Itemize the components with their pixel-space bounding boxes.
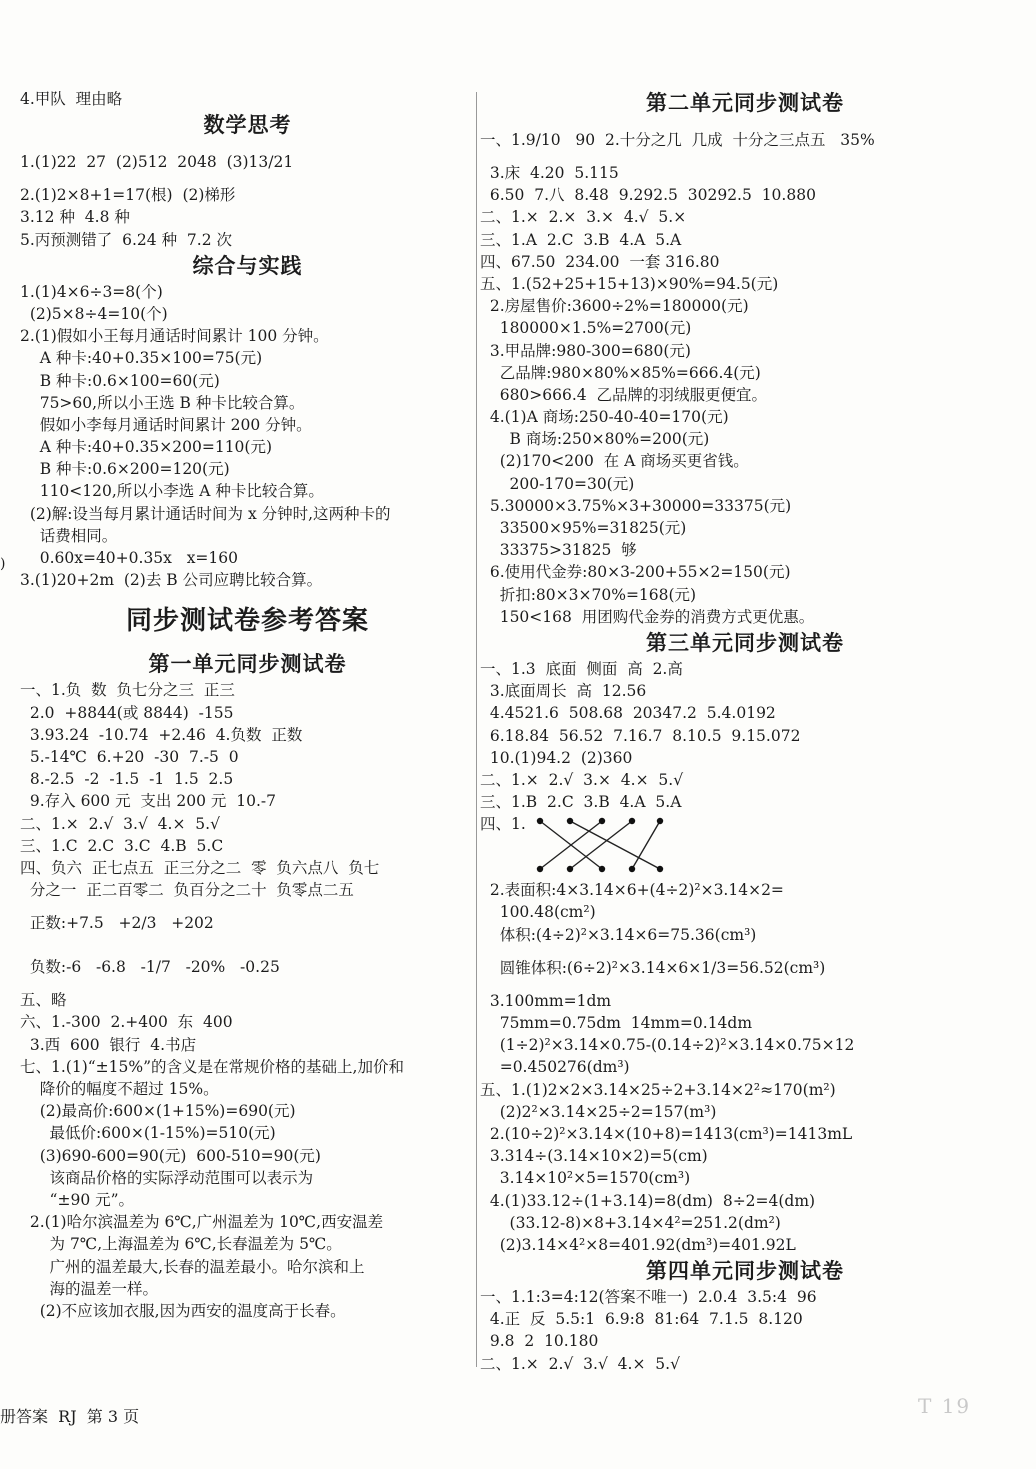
answer-line: B 种卡:0.6×100=60(元) — [20, 371, 220, 390]
matching-dot — [567, 866, 573, 872]
answer-line: (2)最高价:600×(1+15%)=690(元) — [20, 1102, 296, 1121]
answer-line: 二、1.× 2.√ 3.√ 4.× 5.√ — [20, 814, 220, 833]
answer-line: 二、1.× 2.√ 3.× 4.× 5.√ — [480, 770, 684, 789]
matching-dot — [629, 866, 635, 872]
answer-line: 3.甲品牌:980-300=680(元) — [480, 341, 691, 360]
answer-line: (2)不应该加衣服,因为西安的温度高于长春。 — [20, 1301, 346, 1320]
answer-line: 五、略 — [20, 991, 67, 1010]
right-column — [480, 88, 1010, 1375]
answer-line: 圆锥体积:(6÷2)²×3.14×6×1/3=56.52(cm³) — [480, 958, 826, 977]
answer-line: 三、1.B 2.C 3.B 4.A 5.A — [480, 793, 682, 812]
corner-stamp: T 19 — [918, 1394, 972, 1418]
answer-line: 33500×95%=31825(元) — [480, 519, 687, 537]
answer-line: A 种卡:40+0.35×100=75(元) — [20, 349, 263, 368]
answer-line: 9.8 2 10.180 — [480, 1332, 599, 1351]
section-heading: 第一单元同步测试卷 — [148, 651, 347, 677]
answer-line: (2)5×8÷4=10(个) — [20, 304, 168, 323]
answer-line: (2)3.14×4²×8=401.92(dm³)=401.92L — [480, 1235, 796, 1254]
answer-line: 2.0 +8844(或 8844) -155 — [20, 703, 234, 722]
answer-line: 该商品价格的实际浮动范围可以表示为 — [20, 1168, 314, 1187]
answer-line: 75mm=0.75dm 14mm=0.14dm — [480, 1014, 753, 1032]
answer-line: 一、1.9/10 90 2.十分之几 几成 十分之三点五 35% — [480, 131, 875, 149]
answer-line: 10.(1)94.2 (2)360 — [480, 748, 633, 767]
matching-dot — [537, 866, 543, 872]
answer-line: 4.甲队 理由略 — [20, 90, 123, 108]
answer-line: 75>60,所以小王选 B 种卡比较合算。 — [20, 393, 305, 412]
matching-line — [570, 821, 632, 869]
answer-line: 四、负六 正七点五 正三分之二 零 负六点八 负七 — [20, 858, 380, 877]
answer-line: 9.存入 600 元 支出 200 元 10.-7 — [20, 792, 276, 811]
section-heading: 数学思考 — [203, 112, 292, 138]
answer-line: 二、1.× 2.× 3.× 4.√ 5.× — [480, 208, 687, 227]
answer-line: (2)170<200 在 A 商场买更省钱。 — [480, 452, 749, 471]
matching-dot — [567, 818, 573, 824]
answer-line: 三、1.A 2.C 3.B 4.A 5.A — [480, 230, 682, 249]
column-divider — [476, 92, 477, 1367]
answer-line: 0.60x=40+0.35x x=160 — [20, 549, 239, 567]
answer-line: 六、1.-300 2.+400 东 400 — [20, 1013, 233, 1032]
answer-line: 3.(1)20+2m (2)去 B 公司应聘比较合算。 — [20, 571, 323, 590]
answer-line: 5.30000×3.75%×3+30000=33375(元) — [480, 496, 792, 515]
answer-line: (3)690-600=90(元) 600-510=90(元) — [20, 1146, 321, 1165]
matching-dot — [537, 818, 543, 824]
answer-line: 180000×1.5%=2700(元) — [480, 319, 692, 338]
answer-line: 2.(10÷2)²×3.14×(10+8)=1413(cm³)=1413mL — [480, 1124, 853, 1143]
answer-line: 33375>31825 够 — [480, 541, 637, 560]
answer-line: 4.(1)A 商场:250-40-40=170(元) — [480, 408, 729, 427]
answer-line: 3.12 种 4.8 种 — [20, 208, 130, 227]
answer-line: 分之一 正二百零二 负百分之二十 负零点二五 — [20, 881, 354, 900]
answer-line: 三、1.C 2.C 3.C 4.B 5.C — [20, 836, 224, 855]
section-heading: 同步测试卷参考答案 — [125, 606, 369, 637]
answer-line: 假如小李每月通话时间累计 200 分钟。 — [20, 415, 312, 434]
matching-dot — [629, 818, 635, 824]
answer-line: 3.314÷(3.14×10×2)=5(cm) — [480, 1147, 708, 1166]
edge-mark: ) — [0, 556, 6, 572]
answer-line: 3.西 600 银行 4.书店 — [20, 1035, 197, 1054]
matching-dot — [657, 818, 663, 824]
left-column — [20, 88, 475, 1322]
answer-line: 一、1.3 底面 侧面 高 2.高 — [480, 659, 683, 678]
answer-line: 4.4521.6 508.68 20347.2 5.4.0192 — [480, 704, 776, 723]
answer-line: 一、1.负 数 负七分之三 正三 — [20, 681, 235, 700]
answer-line: 降价的幅度不超过 15%。 — [20, 1080, 219, 1098]
answer-line: 6.18.84 56.52 7.16.7 8.10.5 9.15.072 — [480, 726, 801, 745]
answer-line: =0.450276(dm³) — [480, 1058, 630, 1077]
answer-line: 150<168 用团购代金券的消费方式更优惠。 — [480, 607, 815, 626]
answer-line: “±90 元”。 — [20, 1190, 135, 1209]
answer-line: 海的温差一样。 — [20, 1279, 159, 1298]
answer-line: B 商场:250×80%=200(元) — [480, 430, 710, 449]
answer-line: 七、1.(1)“±15%”的含义是在常规价格的基础上,加价和 — [20, 1057, 404, 1076]
answer-line: 乙品牌:980×80%×85%=666.4(元) — [480, 363, 761, 382]
answer-line: 2.(1)假如小王每月通话时间累计 100 分钟。 — [20, 327, 329, 346]
answer-line: 为 7℃,上海温差为 6℃,长春温差为 5℃。 — [20, 1235, 342, 1254]
answer-line: 100.48(cm²) — [480, 903, 596, 922]
section-heading: 第四单元同步测试卷 — [646, 1258, 844, 1284]
page-footer: 册答案 RJ 第 3 页 — [0, 1407, 140, 1426]
answer-line: 2.房屋售价:3600÷2%=180000(元) — [480, 297, 749, 316]
answer-line: 2.(1)哈尔滨温差为 6℃,广州温差为 10℃,西安温差 — [20, 1213, 384, 1232]
answer-line: 4.正 反 5.5:1 6.9:8 81:64 7.1.5 8.120 — [480, 1310, 803, 1329]
answer-line: 五、1.(52+25+15+13)×90%=94.5(元) — [480, 274, 779, 293]
matching-dot — [657, 866, 663, 872]
answer-line: 广州的温差最大,长春的温差最小。哈尔滨和上 — [20, 1257, 365, 1276]
answer-line: 3.床 4.20 5.115 — [480, 164, 619, 182]
answer-line: 体积:(4÷2)²×3.14×6=75.36(cm³) — [480, 925, 757, 944]
answer-line: 5.丙预测错了 6.24 种 7.2 次 — [20, 230, 233, 249]
answer-line: (33.12-8)×8+3.14×4²=251.2(dm²) — [480, 1213, 781, 1232]
answer-line: 正数:+7.5 +2/3 +202 — [20, 914, 214, 933]
answer-line: 5.-14℃ 6.+20 -30 7.-5 0 — [20, 747, 239, 766]
answer-line: 最低价:600×(1-15%)=510(元) — [20, 1124, 276, 1143]
answer-line: B 种卡:0.6×200=120(元) — [20, 460, 230, 479]
answer-line: 6.50 7.八 8.48 9.292.5 30292.5 10.880 — [480, 186, 816, 205]
answer-line: (1÷2)²×3.14×0.75-(0.14÷2)²×3.14×0.75×12 — [480, 1036, 855, 1055]
answer-line: 110<120,所以小李选 A 种卡比较合算。 — [20, 482, 324, 501]
answer-line: 4.(1)33.12÷(1+3.14)=8(dm) 8÷2=4(dm) — [480, 1191, 816, 1210]
answer-line: 负数:-6 -6.8 -1/7 -20% -0.25 — [20, 958, 280, 977]
answer-line-label: 四、1. — [480, 815, 526, 834]
section-heading: 综合与实践 — [192, 252, 303, 278]
answer-line: 3.底面周长 高 12.56 — [480, 682, 647, 701]
answer-line: 一、1.1:3=4:12(答案不唯一) 2.0.4 3.5:4 96 — [480, 1288, 817, 1307]
answer-line: 二、1.× 2.√ 3.√ 4.× 5.√ — [480, 1354, 680, 1373]
answer-line: 3.14×10²×5=1570(cm³) — [480, 1169, 691, 1188]
answer-line: 1.(1)4×6÷3=8(个) — [20, 282, 163, 301]
matching-dot — [599, 818, 605, 824]
answer-line: 四、67.50 234.00 一套 316.80 — [480, 252, 720, 271]
answer-line: 8.-2.5 -2 -1.5 -1 1.5 2.5 — [20, 770, 234, 789]
answer-line: A 种卡:40+0.35×200=110(元) — [20, 438, 273, 457]
answer-line: 2.(1)2×8+1=17(根) (2)梯形 — [20, 186, 236, 205]
answer-line — [480, 813, 1010, 879]
answer-line: 680>666.4 乙品牌的羽绒服更便宜。 — [480, 385, 768, 404]
section-heading: 第三单元同步测试卷 — [646, 629, 844, 655]
answer-line: 200-170=30(元) — [480, 474, 635, 493]
answer-line: 3.100mm=1dm — [480, 991, 612, 1010]
answer-line: 6.使用代金券:80×3-200+55×2=150(元) — [480, 563, 791, 582]
answer-line: 2.表面积:4×3.14×6+(4÷2)²×3.14×2= — [480, 881, 784, 900]
answer-line: (2)2²×3.14×25÷2=157(m³) — [480, 1102, 717, 1121]
matching-dot — [599, 866, 605, 872]
answer-line: 1.(1)22 27 (2)512 2048 (3)13/21 — [20, 153, 294, 172]
section-heading: 第二单元同步测试卷 — [646, 90, 844, 115]
answer-line: 折扣:80×3×70%=168(元) — [480, 585, 697, 604]
answer-line: (2)解:设当每月累计通话时间为 x 分钟时,这两种卡的 — [20, 504, 391, 523]
answer-line: 五、1.(1)2×2×3.14×25÷2+3.14×2²≈170(m²) — [480, 1080, 836, 1099]
answer-line: 3.93.24 -10.74 +2.46 4.负数 正数 — [20, 725, 303, 744]
matching-lines-figure — [530, 813, 670, 877]
answer-line: 话费相同。 — [20, 526, 118, 545]
